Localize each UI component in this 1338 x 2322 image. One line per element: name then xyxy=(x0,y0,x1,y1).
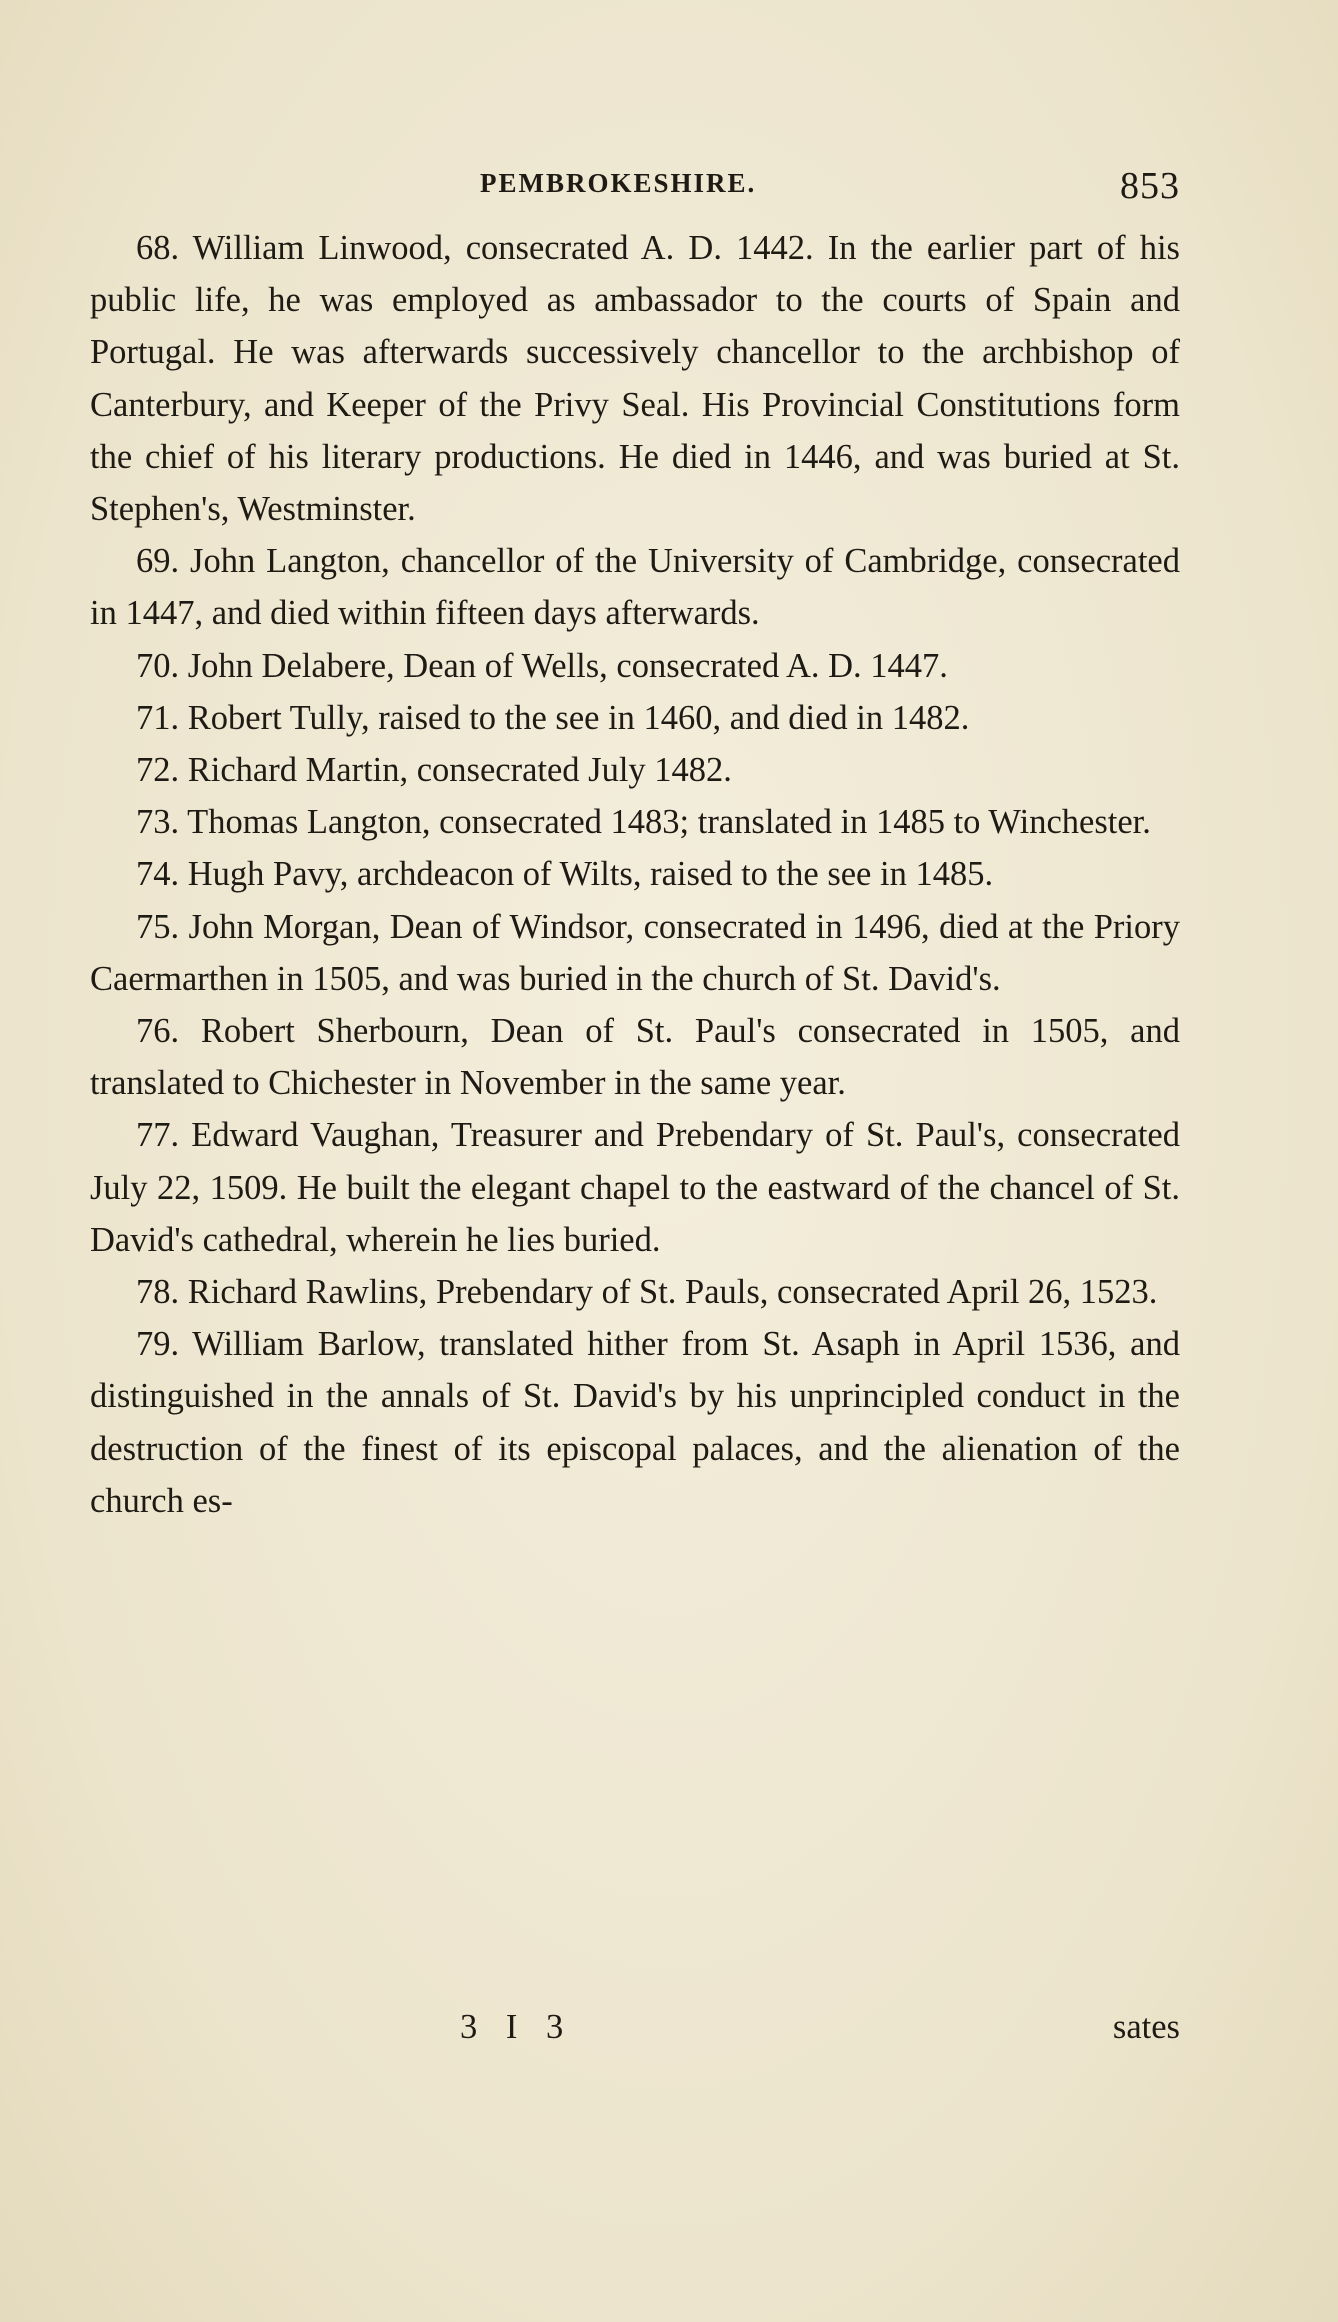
entry-71: 71. Robert Tully, raised to the see in 1460, and died in 1482. xyxy=(136,698,970,737)
entry-75: 75. John Morgan, Dean of Windsor, consecrated in 1496, died at the Priory Caermarthen in 1505, and was buried in the church of St. David's. xyxy=(90,907,1180,998)
entry-78: 78. Richard Rawlins, Prebendary of St. Pauls, consecrated April 26, 1523. xyxy=(136,1273,1158,1312)
entry-70: 70. John Delabere, Dean of Wells, consecrated A. D. 1447. xyxy=(136,646,948,685)
signature-mark: 3 I 3 xyxy=(460,2008,574,2046)
page-footer xyxy=(90,2001,1180,2053)
entry-68: 68. William Linwood, consecrated A. D. 1442. In the earlier part of his public life, he was employed as ambassador to the courts of Spain and Portugal. He was afterwards successively chancellor to the archbishop of Canterbury, and Keeper of the Privy Seal. His Provincial Constitutions form the chief of his literary productions. He died in 1446, and was buried at St. Stephen's, Westminster. xyxy=(90,229,1180,529)
catchword: sates xyxy=(1112,2008,1180,2046)
entry-76: 76. Robert Sherbourn, Dean of St. Paul's consecrated in 1505, and translated to Chichester in November in the same year. xyxy=(90,1012,1180,1103)
entry-77: 77. Edward Vaughan, Treasurer and Prebendary of St. Paul's, consecrated July 22, 1509. He built the elegant chapel to the eastward of the chancel of St. David's cathedral, wherein he lies buried. xyxy=(90,1116,1180,1259)
body-text xyxy=(90,222,1180,1527)
entry-79: 79. William Barlow, translated hither from St. Asaph in April 1536, and distinguished in the annals of St. David's by his unprincipled conduct in the destruction of the finest of its episcopal palaces, and the alienation of the church es- xyxy=(90,1325,1180,1520)
page-number: 853 xyxy=(1120,165,1180,207)
entry-72: 72. Richard Martin, consecrated July 1482. xyxy=(136,751,732,790)
entry-74: 74. Hugh Pavy, archdeacon of Wilts, raised to the see in 1485. xyxy=(136,855,994,894)
entry-73: 73. Thomas Langton, consecrated 1483; translated in 1485 to Winchester. xyxy=(136,803,1151,842)
running-head: PEMBROKESHIRE. xyxy=(480,168,757,198)
entry-69: 69. John Langton, chancellor of the University of Cambridge, consecrated in 1447, and died within fifteen days afterwards. xyxy=(90,542,1180,633)
page-header xyxy=(90,160,1180,210)
